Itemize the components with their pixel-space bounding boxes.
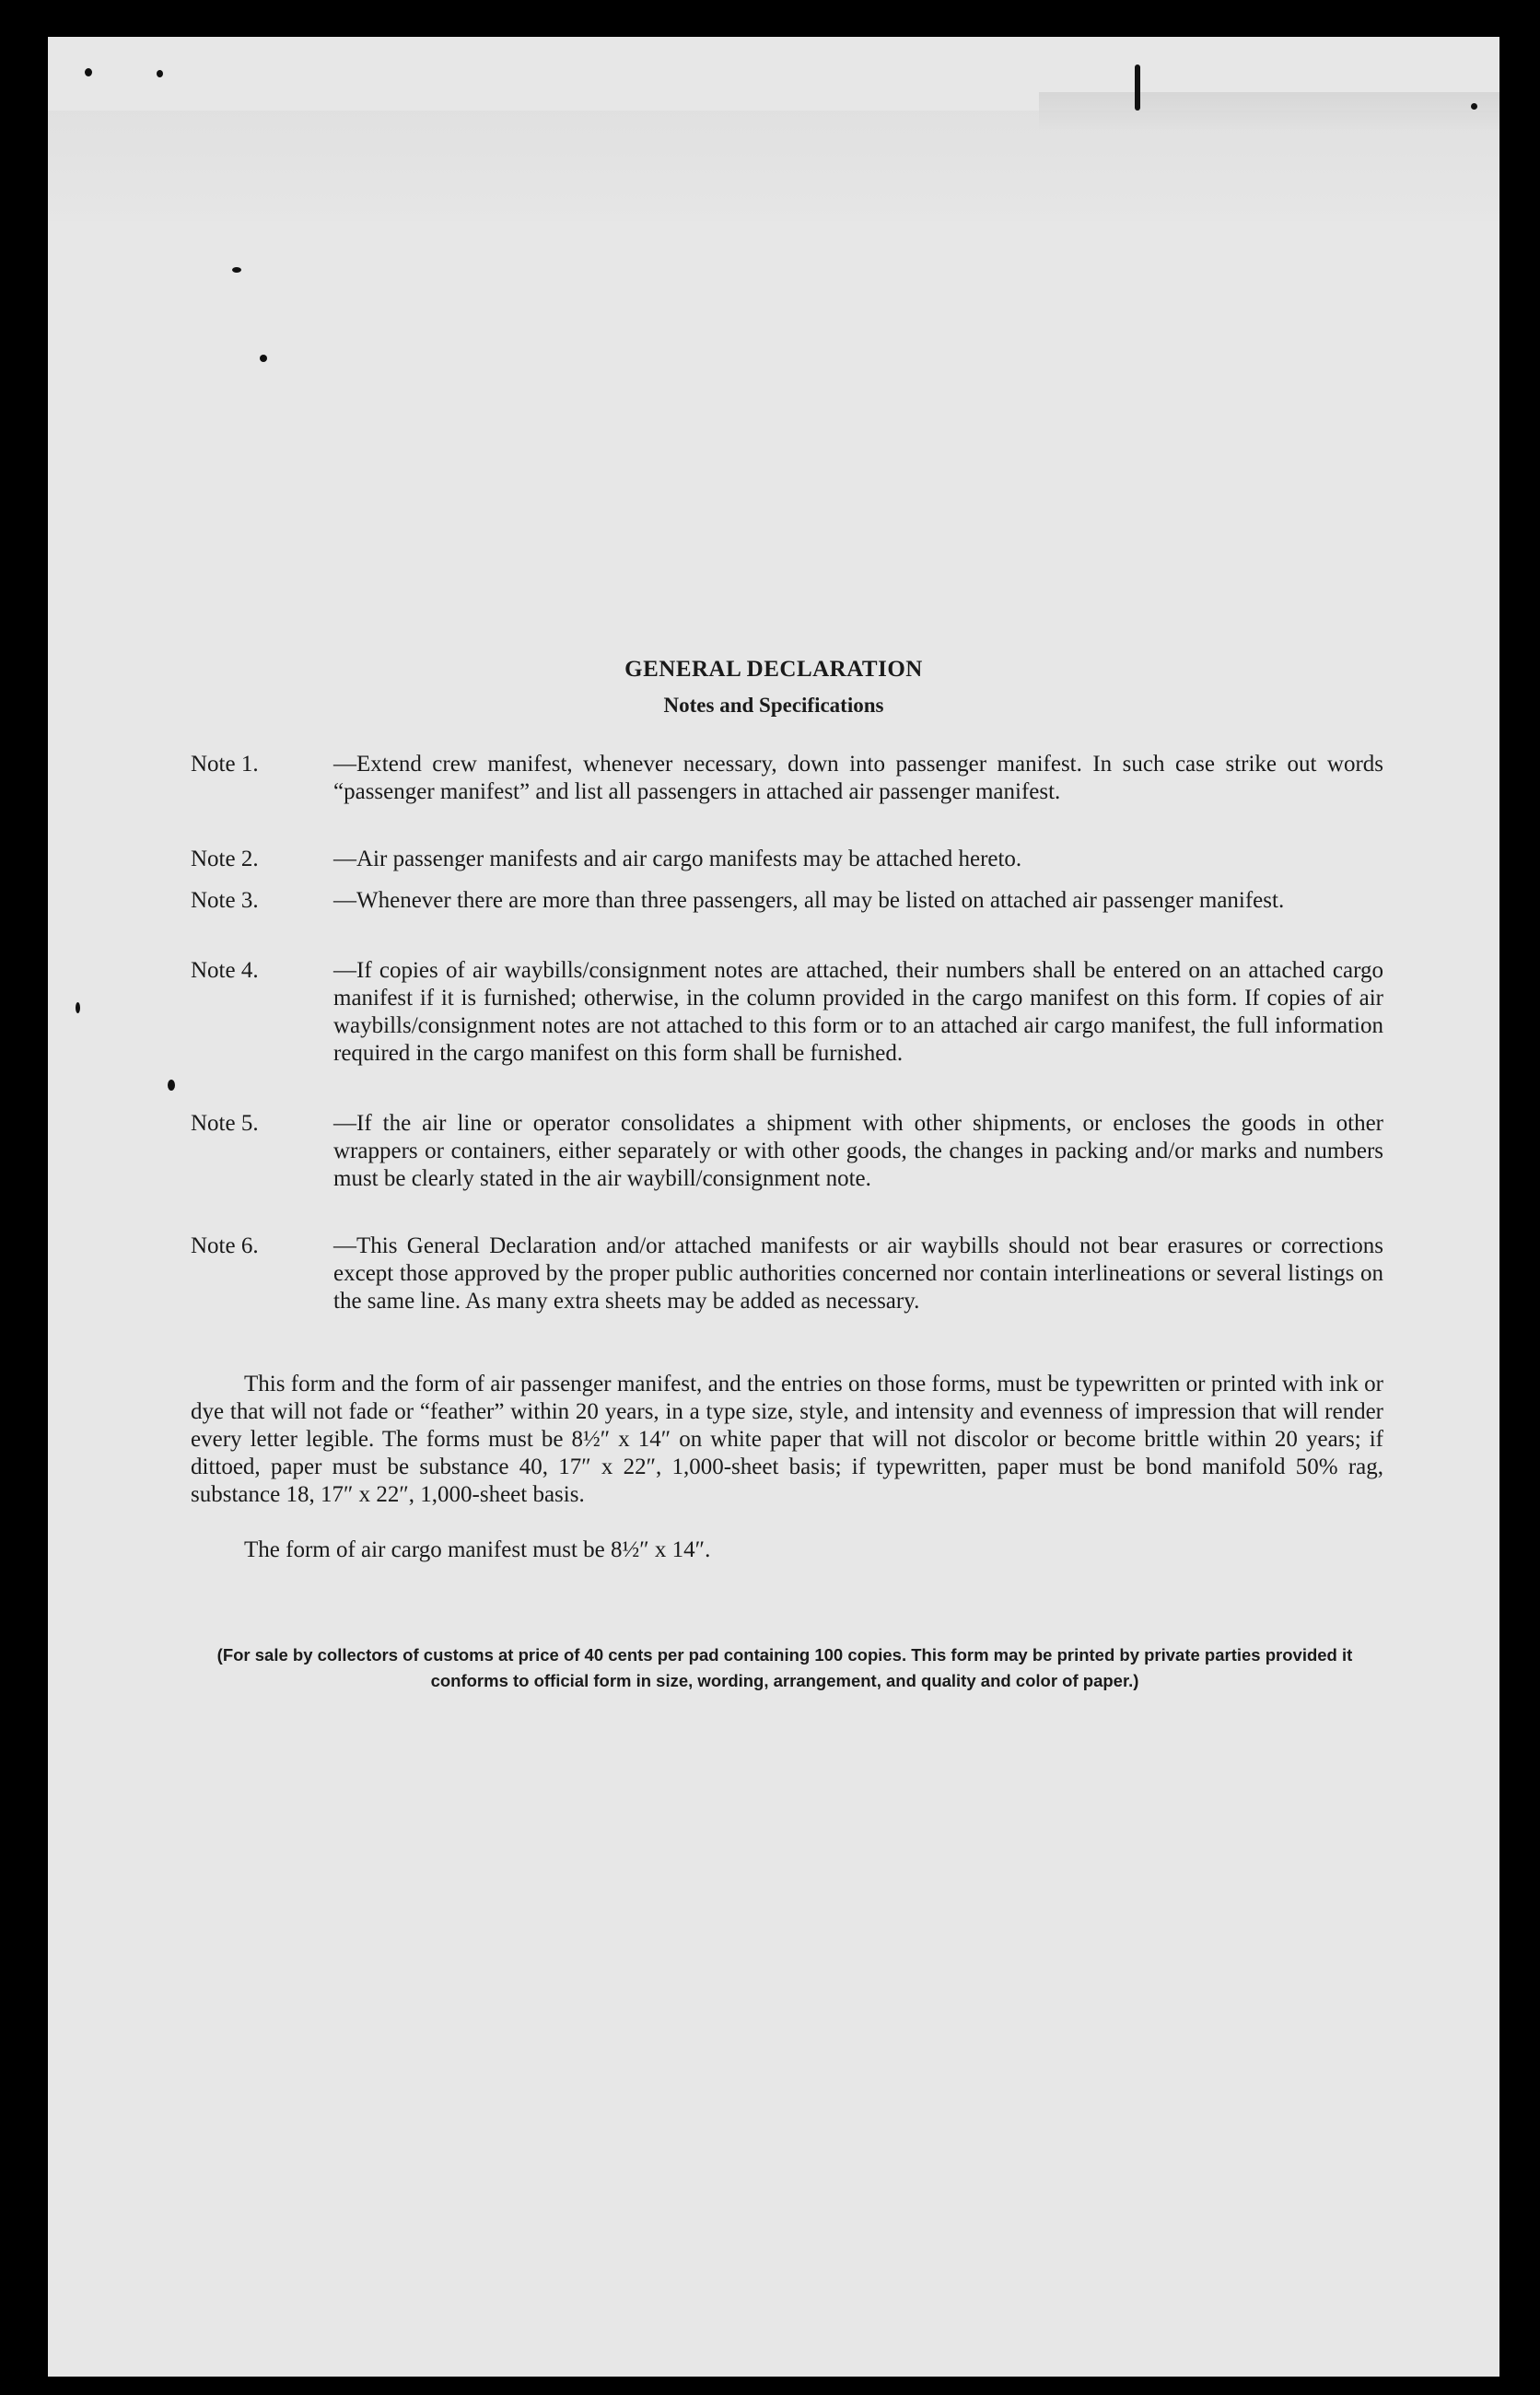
note-2 [191,846,1383,873]
note-text: —If the air line or operator consolidates a shipment with other shipments, or encloses the goods in other wrappers or containers, either separately or with other goods, the changes in packing and/or marks and numbers must be clearly stated in the air waybill/consignment note. [333,1111,1383,1191]
note-label: Note 5. [191,1111,259,1136]
note-4 [191,957,1383,1068]
note-label: Note 4. [191,958,259,983]
specification-paragraph: This form and the form of air passenger manifest, and the entries on those forms, must be typewritten or printed with ink or dye that will not fade or “feather” within 20 years, in a type size, style, and intensity and evenness of impression that will render every letter legible. The forms must be 8½″ x 14″ on white paper that will not discolor or become brittle within 20 years; if dittoed, paper must be substance 40, 17″ x 22″, 1,000-sheet basis; if typewritten, paper must be bond manifold 50% rag, substance 18, 17″ x 22″, 1,000-sheet basis. [191,1372,1383,1507]
ink-speck [1471,103,1477,110]
note-text: —If copies of air waybills/consignment notes are attached, their numbers shall be entered on an attached cargo manifest if it is furnished; otherwise, in the column provided in the cargo manifest on this form. If copies of air waybills/consignment notes are not attached to this form or to an attached air cargo manifest, the full information required in the cargo manifest on this form shall be furnished. [333,958,1383,1066]
note-text: —Air passenger manifests and air cargo manifests may be attached hereto. [333,847,1022,871]
note-1 [191,751,1383,806]
ink-speck [168,1080,175,1091]
ink-speck [76,1002,80,1013]
document-subtitle: Notes and Specifications [663,694,884,717]
document-title: GENERAL DECLARATION [624,657,923,682]
ink-speck [232,267,241,273]
note-text: —This General Declaration and/or attached manifests or air waybills should not bear erasures or corrections except those approved by the proper public authorities concerned nor contain interlineations or several listings on the same line. As many extra sheets may be added as necessary. [333,1233,1383,1314]
ink-speck [85,68,92,76]
sale-notice-footer: (For sale by collectors of customs at price of 40 cents per pad containing 100 copies. This form may be printed by private parties provided it conforms to official form in size, wording, arrangement, and quality and color of paper.) [216,1645,1353,1690]
note-label: Note 2. [191,847,259,871]
note-3 [191,887,1383,915]
note-label: Note 6. [191,1233,259,1258]
document-page [48,37,1499,2377]
note-text: —Extend crew manifest, whenever necessary, down into passenger manifest. In such case strike out words “passenger manifest” and list all passengers in attached air passenger manifest. [333,752,1383,804]
cargo-manifest-size-paragraph: The form of air cargo manifest must be 8½″ x 14″. [244,1537,711,1562]
note-6 [191,1233,1383,1315]
note-label: Note 3. [191,888,259,913]
note-5 [191,1110,1383,1193]
ink-speck [1135,64,1140,111]
note-label: Note 1. [191,752,259,777]
note-text: —Whenever there are more than three passengers, all may be listed on attached air passenger manifest. [333,888,1285,913]
page-fold [1039,92,1499,129]
ink-speck [157,70,163,77]
ink-speck [260,355,267,362]
